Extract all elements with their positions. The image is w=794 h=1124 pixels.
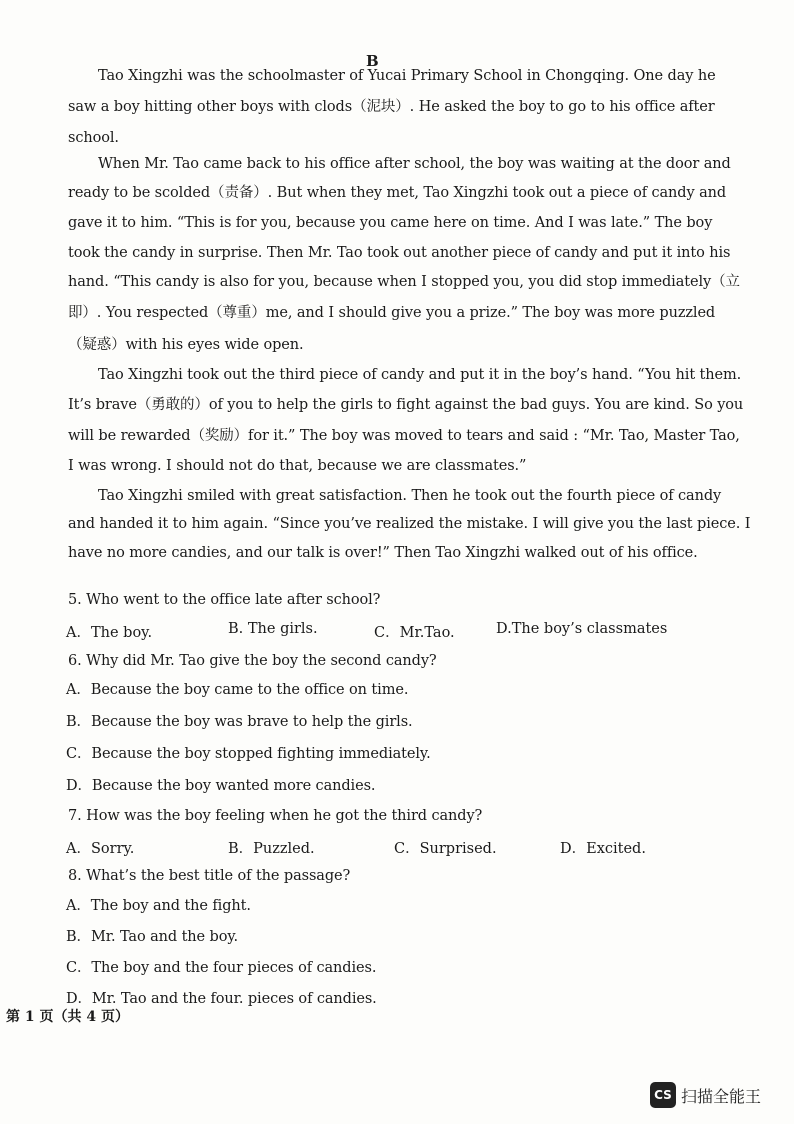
option-a: A．The boy and the fight. xyxy=(66,898,251,914)
option-c: C．The boy and the four pieces of candies. xyxy=(66,960,377,976)
passage-line: hand. “This candy is also for you, because when I stopped you, you did stop immediately（立 xyxy=(68,274,740,290)
option-b: B．Mr. Tao and the boy. xyxy=(66,929,239,945)
passage-line: （疑惑）with his eyes wide open. xyxy=(68,337,304,353)
camscanner-logo-icon: CS xyxy=(650,1082,676,1108)
option-a: A．Sorry. xyxy=(66,841,135,857)
option-b: B．Because the boy was brave to help the girls. xyxy=(66,714,413,730)
option-d: D.The boy’s classmates xyxy=(496,621,668,637)
option-d: D．Excited. xyxy=(560,841,646,857)
section-heading: B xyxy=(366,52,379,70)
option-a: A．The boy. xyxy=(66,625,153,641)
option-d: D．Mr. Tao and the four. pieces of candies. xyxy=(66,991,377,1007)
watermark-text: 扫描全能王 xyxy=(681,1086,762,1106)
passage-line: saw a boy hitting other boys with clods（泥块）. He asked the boy to go to his office after xyxy=(68,99,715,115)
question-text: 6. Why did Mr. Tao give the boy the second candy? xyxy=(68,653,437,669)
passage-line: and handed it to him again. “Since you’ve realized the mistake. I will give you the last piece. I xyxy=(68,516,751,532)
question-text: 5. Who went to the office late after school? xyxy=(68,592,381,608)
option-c: C．Surprised. xyxy=(394,841,497,857)
passage-line: will be rewarded（奖励）for it.” The boy was moved to tears and said : “Mr. Tao, Master Tao, xyxy=(68,428,740,444)
passage-line: Tao Xingzhi smiled with great satisfaction. Then he took out the fourth piece of candy xyxy=(98,488,722,504)
page-number: 第 1 页（共 4 页） xyxy=(6,1009,129,1025)
passage-line: gave it to him. “This is for you, because you came here on time. And I was late.” The boy xyxy=(68,215,713,231)
passage-line: ready to be scolded（责备）. But when they met, Tao Xingzhi took out a piece of candy and xyxy=(68,185,727,201)
option-c: C．Mr.Tao. xyxy=(374,625,455,641)
question-text: 7. How was the boy feeling when he got the third candy? xyxy=(68,808,483,824)
passage-line: When Mr. Tao came back to his office after school, the boy was waiting at the door and xyxy=(98,156,731,172)
passage-line: 即）. You respected（尊重）me, and I should give you a prize.” The boy was more puzzled xyxy=(68,305,716,321)
option-b: B. The girls. xyxy=(228,621,318,637)
passage-line: Tao Xingzhi was the schoolmaster of Yucai Primary School in Chongqing. One day he xyxy=(98,68,716,84)
option-d: D．Because the boy wanted more candies. xyxy=(66,778,376,794)
option-c: C．Because the boy stopped fighting immediately. xyxy=(66,746,431,762)
passage-line: school. xyxy=(68,130,119,146)
scanner-watermark xyxy=(650,1082,761,1108)
passage-line: took the candy in surprise. Then Mr. Tao took out another piece of candy and put it into his xyxy=(68,245,731,261)
question-text: 8. What’s the best title of the passage? xyxy=(68,868,351,884)
passage-line: Tao Xingzhi took out the third piece of candy and put it in the boy’s hand. “You hit them. xyxy=(98,367,742,383)
option-b: B．Puzzled. xyxy=(228,841,315,857)
passage-line: It’s brave（勇敢的）of you to help the girls to fight against the bad guys. You are kind. So you xyxy=(68,397,744,413)
passage-line: have no more candies, and our talk is over!” Then Tao Xingzhi walked out of his office. xyxy=(68,545,698,561)
passage-line: I was wrong. I should not do that, because we are classmates.” xyxy=(68,458,527,474)
option-a: A．Because the boy came to the office on time. xyxy=(66,682,409,698)
